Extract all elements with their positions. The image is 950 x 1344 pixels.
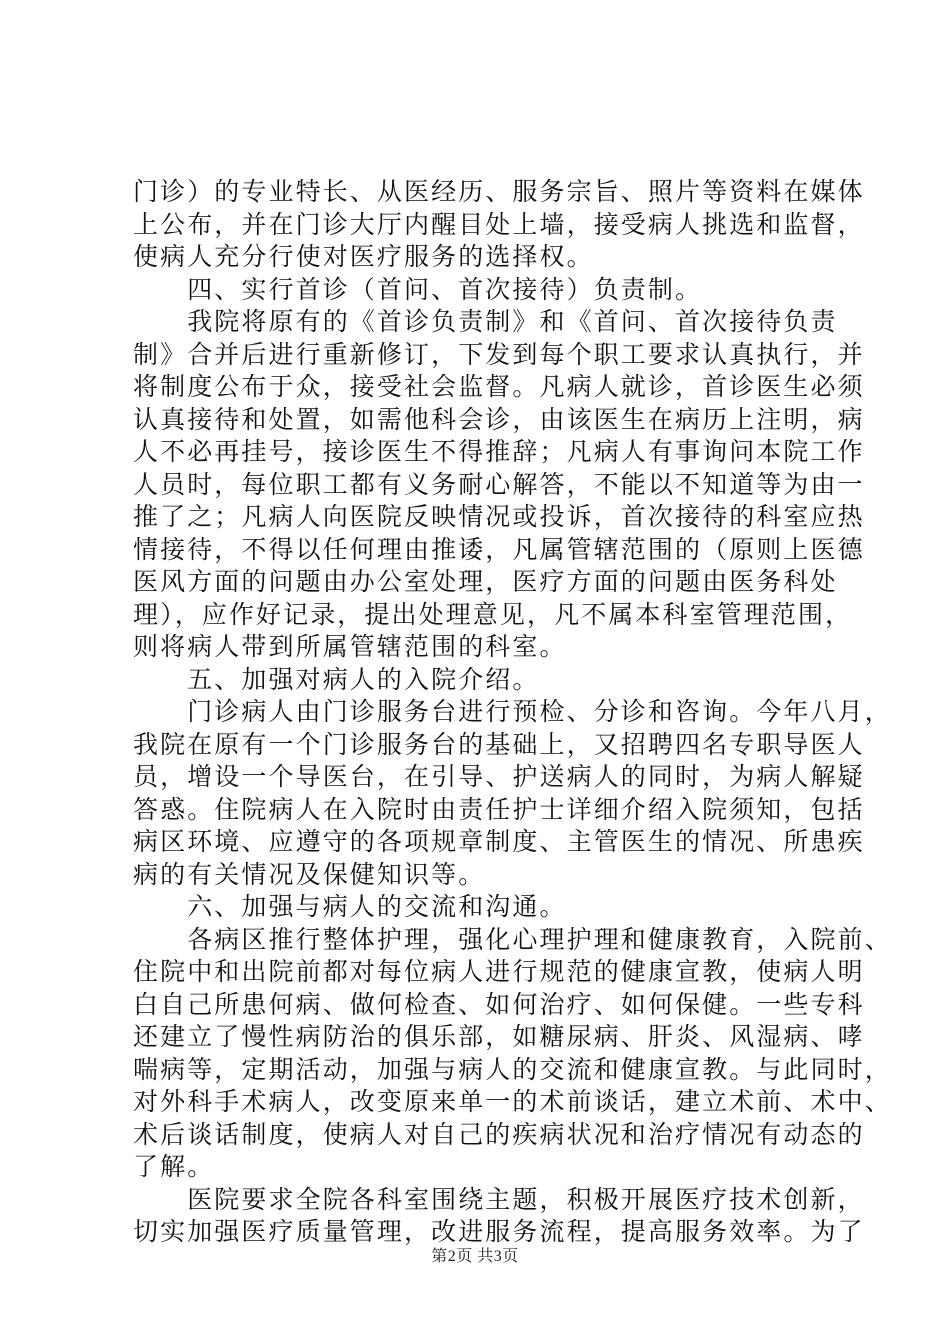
text-line: 了解。	[133, 1152, 215, 1181]
text-line: 我院将原有的《首诊负责制》和《首问、首次接待负责	[133, 307, 838, 336]
section-heading: 四、实行首诊（首问、首次接待）负责制。	[133, 274, 703, 304]
text-line: 情接待，不得以任何理由推诿，凡属管辖范围的（原则上医德	[133, 534, 865, 564]
text-line: 推了之；凡病人向医院反映情况或投诉，首次接待的科室应热	[133, 502, 865, 531]
text-line: 还建立了慢性病防治的俱乐部，如糖尿病、肝炎、风湿病、哮	[133, 1022, 865, 1051]
text-line: 答惑。住院病人在入院时由责任护士详细介绍入院须知，包括	[133, 794, 865, 824]
text-line: 制》合并后进行重新修订，下发到每个职工要求认真执行，并	[133, 339, 865, 369]
section-heading: 五、加强对病人的入院介绍。	[133, 664, 540, 694]
text-line: 白自己所患何病、做何检查、如何治疗、如何保健。一些专科	[133, 989, 865, 1019]
page-number-footer: 第2页 共3页	[431, 1248, 519, 1265]
text-line: 我院在原有一个门诊服务台的基础上，又招聘四名专职导医人	[133, 729, 865, 759]
text-line: 人不必再挂号，接诊医生不得推辞；凡病人有事询问本院工作	[133, 437, 865, 466]
text-line: 使病人充分行使对医疗服务的选择权。	[133, 242, 594, 271]
text-line: 术后谈话制度，使病人对自己的疾病状况和治疗情况有动态的	[133, 1119, 865, 1149]
text-line: 病的有关情况及保健知识等。	[133, 859, 486, 889]
text-line: 切实加强医疗质量管理，改进服务流程，提高服务效率。为了	[133, 1217, 865, 1246]
text-line: 认真接待和处置，如需他科会诊，由该医生在病历上注明，病	[133, 404, 865, 434]
text-line: 住院中和出院前都对每位病人进行规范的健康宣教，使病人明	[133, 957, 865, 986]
text-line: 理），应作好记录，提出处理意见，凡不属本科室管理范围，	[133, 599, 853, 629]
text-line: 门诊病人由门诊服务台进行预检、分诊和咨询。今年八月，	[133, 697, 892, 726]
text-line: 上公布，并在门诊大厅内醒目处上墙，接受病人挑选和监督，	[133, 209, 865, 239]
text-line: 各病区推行整体护理，强化心理护理和健康教育，入院前、	[133, 924, 892, 954]
text-line: 医院要求全院各科室围绕主题，积极开展医疗技术创新，	[133, 1184, 865, 1214]
text-line: 对外科手术病人，改变原来单一的术前谈话，建立术前、术中、	[133, 1087, 892, 1116]
text-line: 人员时，每位职工都有义务耐心解答，不能以不知道等为由一	[133, 469, 865, 499]
text-line: 喘病等，定期活动，加强与病人的交流和健康宣教。与此同时，	[133, 1054, 892, 1084]
text-line: 将制度公布于众，接受社会监督。凡病人就诊，首诊医生必须	[133, 372, 865, 401]
text-line: 医风方面的问题由办公室处理，医疗方面的问题由医务科处	[133, 567, 838, 596]
section-heading: 六、加强与病人的交流和沟通。	[133, 892, 567, 921]
document-body	[133, 176, 892, 1249]
text-line: 员，增设一个导医台，在引导、护送病人的同时，为病人解疑	[133, 762, 865, 791]
text-line: 门诊）的专业特长、从医经历、服务宗旨、照片等资料在媒体	[133, 177, 865, 206]
text-line: 病区环境、应遵守的各项规章制度、主管医生的情况、所患疾	[133, 827, 865, 856]
text-line: 则将病人带到所属管辖范围的科室。	[133, 632, 567, 661]
